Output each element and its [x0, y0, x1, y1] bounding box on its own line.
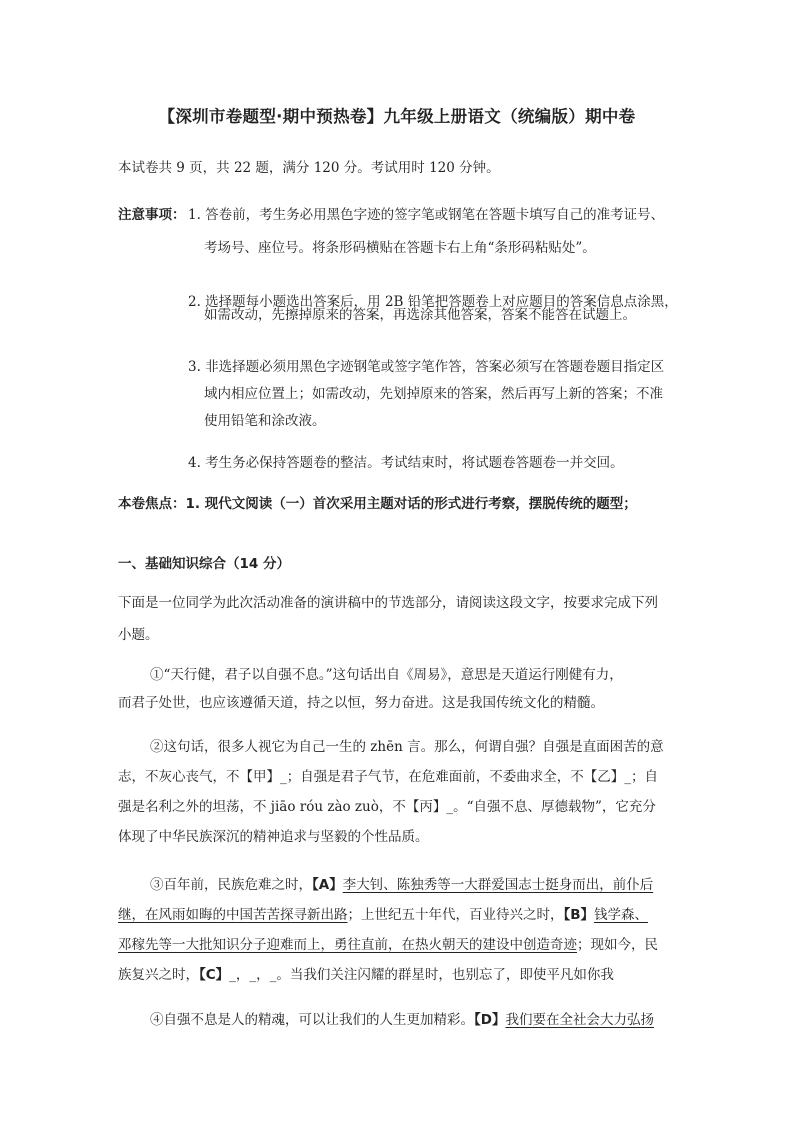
exam-focus: 本卷焦点：1. 现代文阅读（一）首次采用主题对话的形式进行考察，摆脱传统的题型； — [118, 496, 637, 512]
marker-c: 【C】 — [199, 967, 230, 983]
paragraph-1-line-2: 而君子处世，也应该遵循天道，持之以恒，努力奋进。这是我国传统文化的精髓。 — [118, 695, 604, 711]
notice-item-3-line-1: 3. 非选择题必须用黑色字迹钢笔或签字笔作答，答案必须写在答题卷题目指定区 — [188, 359, 665, 375]
paragraph-2-line-1: ②这句话，很多人视它为自己一生的 zhēn 言。那么，何谓自强？自强是直面困苦的意 — [150, 739, 664, 755]
p4-text: ④自强不息是人的精魂，可以让我们的人生更加精彩。 — [150, 1012, 474, 1028]
exam-title: 【深圳市卷题型·期中预热卷】九年级上册语文（统编版）期中卷 — [158, 107, 636, 126]
p3-text: _，_，_。当我们关注闪耀的群星时，也别忘了，即使平凡如你我 — [229, 967, 614, 983]
notice-label: 注意事项： — [118, 207, 186, 223]
marker-d: 【D】 — [474, 1012, 506, 1028]
p3-text: 族复兴之时， — [118, 967, 199, 983]
paragraph-3-line-1 — [150, 873, 653, 893]
section-instruction-line-2: 小题。 — [118, 627, 159, 643]
section-instruction-line-1: 下面是一位同学为此次活动准备的演讲稿中的节选部分，请阅读这段文字，按要求完成下列 — [118, 595, 658, 611]
paragraph-1-line-1: ①“天行健，君子以自强不息。”这句话出自《周易》，意思是天道运行刚健有力， — [150, 667, 623, 683]
notice-item-3-line-2: 域内相应位置上；如需改动，先划掉原来的答案，然后再写上新的答案；不准 — [204, 386, 663, 402]
underlined-sentence-b: 钱学森、 — [594, 907, 649, 923]
section-heading: 一、基础知识综合（14 分） — [118, 556, 290, 572]
paragraph-2-line-2: 志，不灰心丧气，不【甲】_；自强是君子气节，在危难面前，不委曲求全，不【乙】_；自 — [118, 769, 658, 785]
notice-item-4-line-1: 4. 考生务必保持答题卷的整洁。考试结束时，将试题卷答题卷一并交回。 — [188, 455, 624, 471]
underlined-sentence-d: 我们要在全社会大力弘扬 — [505, 1012, 654, 1028]
notice-item-2-line-1: 2. 选择题每小题选出答案后，用 2B 铅笔把答题卷上对应题目的答案信息点涂黑， — [188, 294, 678, 310]
notice-item-3-line-3: 使用铅笔和涂改液。 — [204, 413, 326, 429]
underlined-sentence-a: 李大钊、陈独秀等一大群爱国志士挺身而出，前仆后 — [342, 877, 654, 893]
paragraph-3-line-4 — [118, 963, 614, 983]
paragraph-2-line-4: 体现了中华民族深沉的精神追求与坚毅的个性品质。 — [118, 829, 429, 845]
p3-text: ；现如今，民 — [577, 937, 658, 953]
exam-intro: 本试卷共 9 页，共 22 题，满分 120 分。考试用时 120 分钟。 — [118, 160, 500, 176]
paragraph-3-line-3 — [118, 933, 658, 953]
p3-text: ③百年前，民族危难之时， — [150, 877, 312, 893]
paragraph-4-line-1 — [150, 1008, 654, 1028]
underlined-sentence-b-cont: 邓稼先等一大批知识分子迎难而上，勇往直前，在热火朝天的建设中创造奇迹 — [118, 937, 577, 953]
paragraph-3-line-2 — [118, 903, 648, 923]
underlined-sentence-a-cont: 继，在风雨如晦的中国苦苦探寻新出路 — [118, 907, 348, 923]
notice-item-1-line-2: 考场号、座位号。将条形码横贴在答题卡右上角“条形码粘贴处”。 — [204, 240, 596, 256]
notice-item-1-line-1: 1. 答卷前，考生务必用黑色字迹的签字笔或钢笔在答题卡填写自己的准考证号、 — [188, 207, 665, 223]
p3-text: ；上世纪五十年代，百业待兴之时， — [347, 907, 564, 923]
marker-b: 【B】 — [563, 907, 595, 923]
marker-a: 【A】 — [312, 877, 343, 893]
paragraph-2-line-3: 强是名利之外的坦荡，不 jiāo róu zào zuò，不【丙】_。“自强不息、厚德载物”，它充分 — [118, 799, 656, 815]
notice-item-2-line-2: 如需改动，先擦掉原来的答案，再选涂其他答案，答案不能答在试题上。 — [204, 307, 636, 323]
